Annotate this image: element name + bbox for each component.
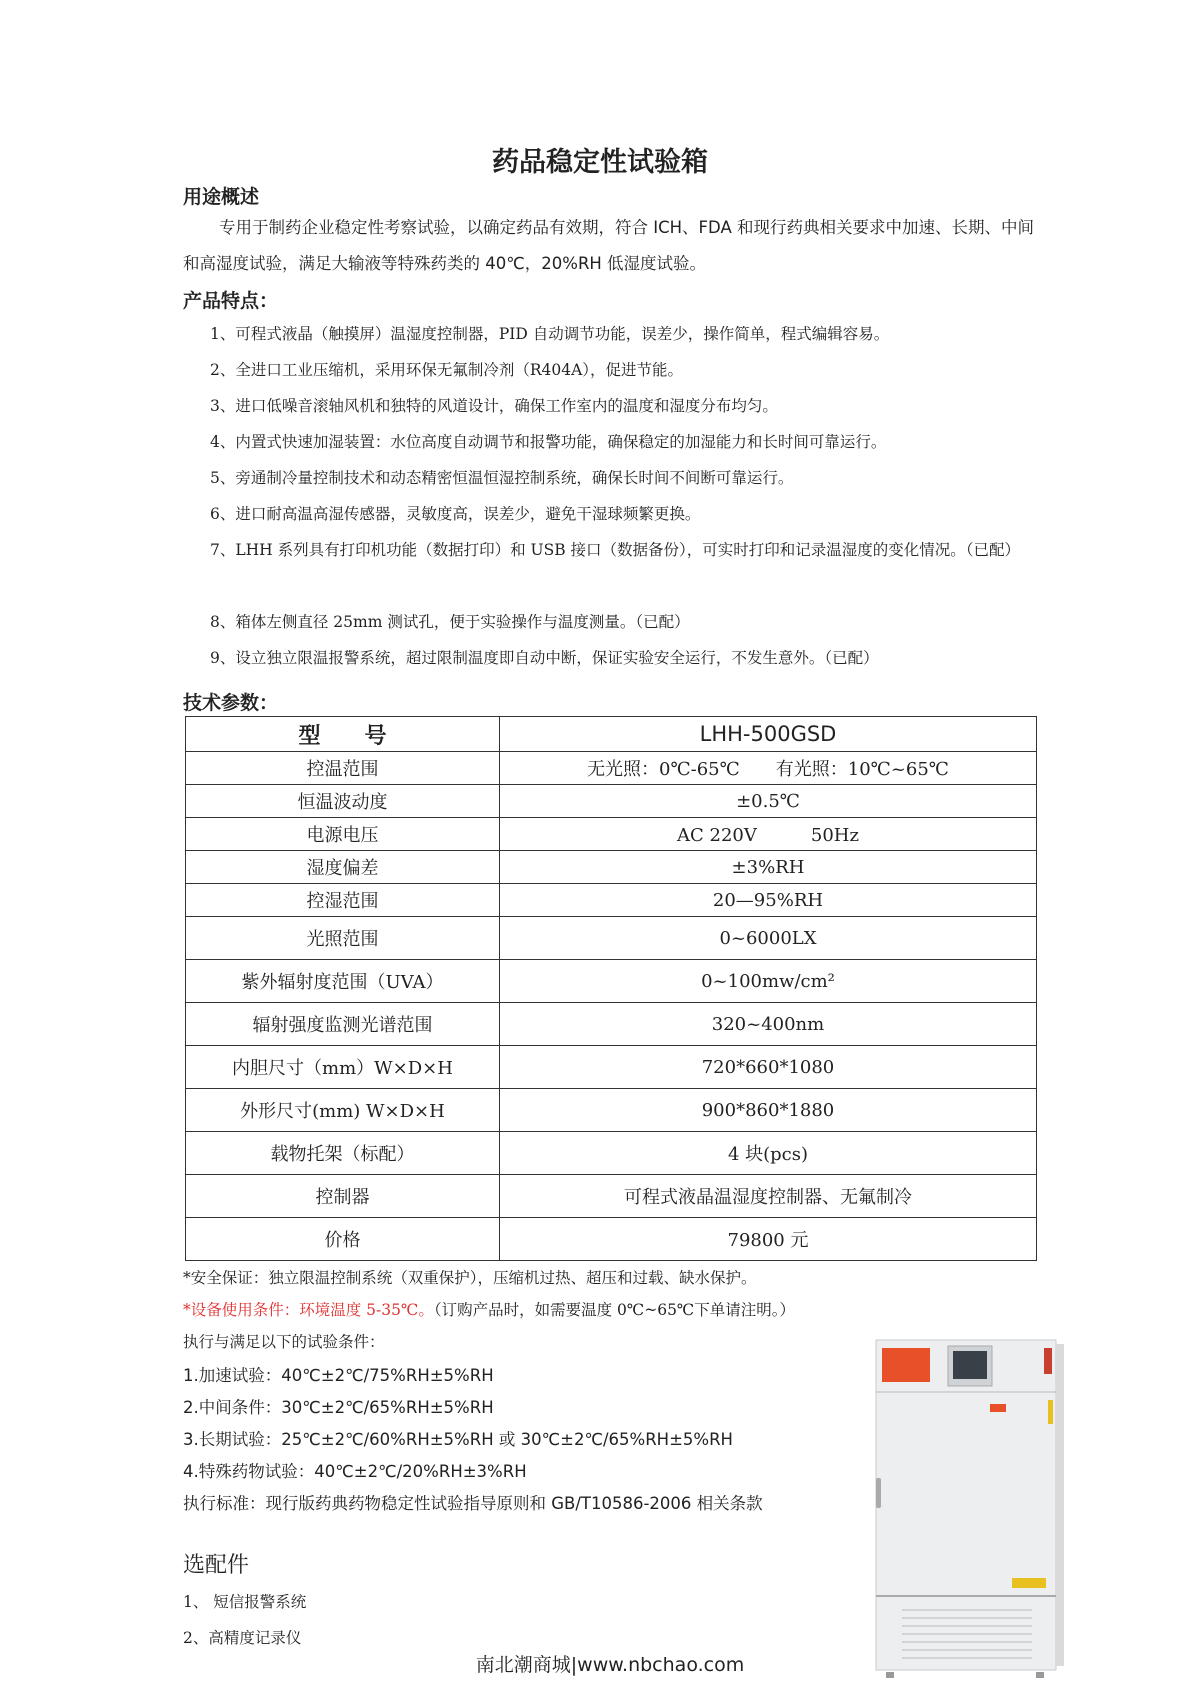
spec-row [186,717,1037,752]
standard-note: 执行标准：现行版药典药物稳定性试验指导原则和 GB/T10586-2006 相关条款 [183,1494,763,1513]
usage-heading: 用途概述 [183,186,260,208]
spec-row [186,917,1037,960]
conditions-heading: 执行与满足以下的试验条件： [183,1333,385,1351]
spec-label: 控湿范围 [186,884,500,917]
spec-row [186,1132,1037,1175]
spec-label: 电源电压 [186,818,500,851]
spec-value: 可程式液晶温湿度控制器、无氟制冷 [500,1175,1037,1218]
spec-value: 无光照：0℃-65℃ 有光照：10℃~65℃ [500,752,1037,785]
feature-item: 1、可程式液晶（触摸屏）温湿度控制器，PID 自动调节功能，误差少，操作简单，程式编辑容易。 [210,325,890,343]
spec-label: 辐射强度监测光谱范围 [186,1003,500,1046]
usage-condition-note [183,1298,795,1320]
spec-value: 0~6000LX [500,917,1037,960]
options-heading: 选配件 [183,1553,250,1578]
spec-label: 控制器 [186,1175,500,1218]
spec-value: 720*660*1080 [500,1046,1037,1089]
usage-condition-rest: （订购产品时，如需要温度 0℃~65℃下单请注明。） [433,1301,796,1319]
option-item: 2、高精度记录仪 [183,1629,302,1647]
spec-row [186,752,1037,785]
usage-text: 专用于制药企业稳定性考察试验，以确定药品有效期，符合 ICH、FDA 和现行药典相关要求中加速、长期、中间和高湿度试验，满足大输液等特殊药类的 40℃，20%RH 低湿度试验。 [183,218,1034,273]
spec-value: ±0.5℃ [500,785,1037,818]
spec-row [186,1003,1037,1046]
usage-condition-red: *设备使用条件：环境温度 5-35℃。 [183,1301,434,1319]
spec-row [186,1218,1037,1261]
spec-row [186,1089,1037,1132]
spec-label: 价格 [186,1218,500,1261]
spec-row [186,884,1037,917]
spec-label: 紫外辐射度范围（UVA） [186,960,500,1003]
spec-value: 320~400nm [500,1003,1037,1046]
feature-item: 6、进口耐高温高湿传感器，灵敏度高，误差少，避免干湿球频繁更换。 [210,505,701,523]
footer-site[interactable]: 南北潮商城|www.nbchao.com [475,1654,745,1676]
feature-item: 2、全进口工业压缩机，采用环保无氟制冷剂（R404A），促进节能。 [210,361,684,379]
option-item: 1、 短信报警系统 [183,1593,307,1611]
spec-value: 4 块(pcs) [500,1132,1037,1175]
feature-item: 8、箱体左侧直径 25mm 测试孔，便于实验操作与温度测量。（已配） [210,613,690,631]
condition-item: 2.中间条件：30℃±2℃/65%RH±5%RH [183,1398,494,1417]
spec-label: 内胆尺寸（mm）W×D×H [186,1046,500,1089]
feature-item: 4、内置式快速加湿装置：水位高度自动调节和报警功能，确保稳定的加湿能力和长时间可靠运行。 [210,433,887,451]
features-heading: 产品特点： [183,290,279,312]
spec-label: 恒温波动度 [186,785,500,818]
product-photo [872,1338,1068,1688]
spec-row [186,851,1037,884]
spec-value: AC 220V 50Hz [500,818,1037,851]
spec-label: 控温范围 [186,752,500,785]
spec-row [186,818,1037,851]
spec-value: 20—95%RH [500,884,1037,917]
safety-note: *安全保证：独立限温控制系统（双重保护），压缩机过热、超压和过载、缺水保护。 [183,1269,757,1287]
spec-label: 外形尺寸(mm) W×D×H [186,1089,500,1132]
spec-value: 0~100mw/cm² [500,960,1037,1003]
condition-item: 4.特殊药物试验：40℃±2℃/20%RH±3%RH [183,1462,527,1481]
spec-row [186,1046,1037,1089]
spec-value: 79800 元 [500,1218,1037,1261]
spec-row [186,1175,1037,1218]
spec-value: LHH-500GSD [500,717,1037,752]
spec-value: 900*860*1880 [500,1089,1037,1132]
spec-label: 湿度偏差 [186,851,500,884]
page-title: 药品稳定性试验箱 [492,147,708,178]
spec-row [186,960,1037,1003]
spec-table [185,716,1037,1261]
condition-item: 3.长期试验：25℃±2℃/60%RH±5%RH 或 30℃±2℃/65%RH±5%RH [183,1430,733,1449]
spec-label: 载物托架（标配） [186,1132,500,1175]
spec-value: ±3%RH [500,851,1037,884]
specs-heading: 技术参数： [183,692,279,714]
feature-item: 5、旁通制冷量控制技术和动态精密恒温恒湿控制系统，确保长时间不间断可靠运行。 [210,469,794,487]
condition-item: 1.加速试验：40℃±2℃/75%RH±5%RH [183,1366,494,1385]
spec-label: 型 号 [186,717,500,752]
feature-item: 9、设立独立限温报警系统，超过限制温度即自动中断，保证实验安全运行，不发生意外。（已配） [210,649,879,667]
spec-label: 光照范围 [186,917,500,960]
feature-item: 7、LHH 系列具有打印机功能（数据打印）和 USB 接口（数据备份），可实时打印和记录温湿度的变化情况。（已配） [210,541,1021,559]
spec-row [186,785,1037,818]
feature-item: 3、进口低噪音滚轴风机和独特的风道设计，确保工作室内的温度和湿度分布均匀。 [210,397,778,415]
